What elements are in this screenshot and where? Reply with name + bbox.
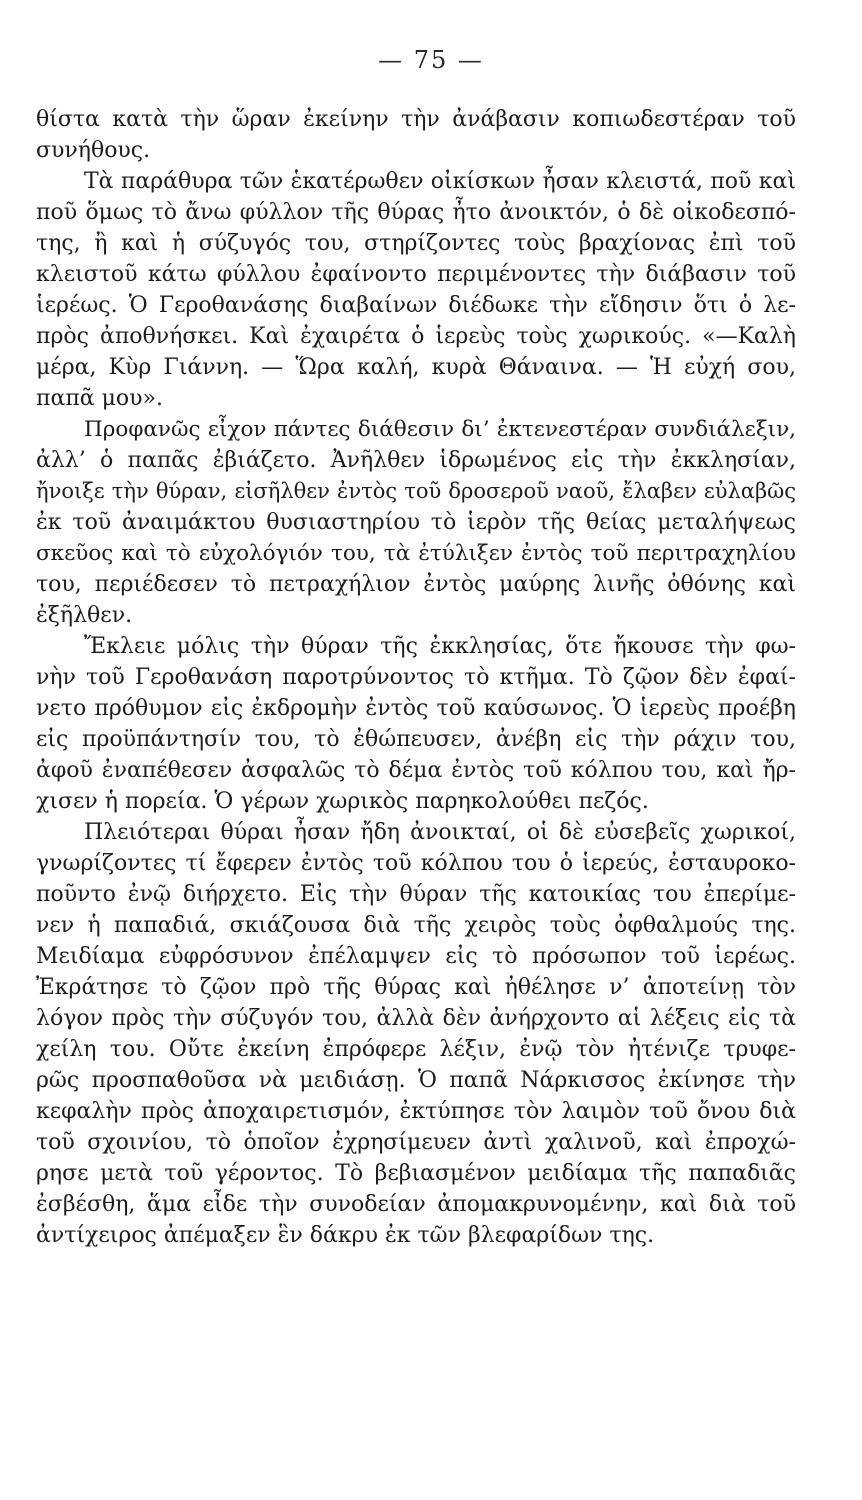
text-line: νετο πρόθυμον εἰς ἐκδρομὴν ἐντὸς τοῦ καύσωνος. Ὁ ἱερεὺς προέβη — [36, 696, 796, 721]
text-line: ρησε μετὰ τοῦ γέροντος. Τὸ βεβιασμένον μειδίαμα τῆς παπαδιᾶς — [36, 1161, 796, 1186]
text-line: κεφαλὴν πρὸς ἀποχαιρετισμόν, ἐκτύπησε τὸν λαιμὸν τοῦ ὄνου διὰ — [36, 1099, 796, 1124]
body-text — [36, 104, 796, 1251]
text-line: εἰς προϋπάντησίν του, τὸ ἐθώπευσεν, ἀνέβη εἰς τὴν ράχιν του, — [36, 727, 796, 752]
text-line: ρῶς προσπαθοῦσα νὰ μειδιάσῃ. Ὁ παπᾶ Νάρκισσος ἐκίνησε τὴν — [36, 1068, 796, 1093]
text-line: θίστα κατὰ τὴν ὥραν ἐκείνην τὴν ἀνάβασιν κοπιωδεστέραν τοῦ — [36, 107, 796, 132]
text-line: ἐκ τοῦ ἀναιμάκτου θυσιαστηρίου τὸ ἱερὸν τῆς θείας μεταλήψεως — [36, 510, 796, 535]
text-line: ἐσβέσθη, ἅμα εἶδε τὴν συνοδείαν ἀπομακρυνομένην, καὶ διὰ τοῦ — [36, 1192, 796, 1217]
text-line: παπᾶ μου». — [36, 386, 163, 411]
text-line: πρὸς ἀποθνήσκει. Καὶ ἐχαιρέτα ὁ ἱερεὺς τοὺς χωρικούς. «—Καλὴ — [36, 324, 796, 349]
text-line: χισεν ἡ πορεία. Ὁ γέρων χωρικὸς παρηκολούθει πεζός. — [36, 789, 649, 814]
text-line: ποῦ ὅμως τὸ ἄνω φύλλον τῆς θύρας ἦτο ἀνοικτόν, ὁ δὲ οἰκοδεσπό- — [36, 200, 796, 225]
text-line: Πλειότεραι θύραι ἦσαν ἤδη ἀνοικταί, οἱ δὲ εὐσεβεῖς χωρικοί, — [84, 820, 796, 845]
page-number: — 75 — — [378, 46, 484, 74]
text-line: ἀλλ’ ὁ παπᾶς ἐβιάζετο. Ἀνῆλθεν ἱδρωμένος εἰς τὴν ἐκκλησίαν, — [36, 448, 796, 473]
text-line: Ἐκράτησε τὸ ζῷον πρὸ τῆς θύρας καὶ ἠθέλησε ν’ ἀποτείνῃ τὸν — [36, 975, 796, 1000]
text-line: συνήθους. — [36, 138, 151, 163]
text-line: νεν ἡ παπαδιά, σκιάζουσα διὰ τῆς χειρὸς τοὺς ὀφθαλμούς της. — [36, 913, 796, 938]
text-line: ἤνοιξε τὴν θύραν, εἰσῆλθεν ἐντὸς τοῦ δροσεροῦ ναοῦ, ἔλαβεν εὐλαβῶς — [36, 479, 796, 503]
text-line: κλειστοῦ κάτω φύλλου ἐφαίνοντο περιμένοντες τὴν διάβασιν τοῦ — [36, 262, 796, 287]
text-line: νὴν τοῦ Γεροθανάση παροτρύνοντος τὸ κτῆμα. Τὸ ζῷον δὲν ἐφαί- — [36, 665, 796, 690]
text-line: ἀφοῦ ἐναπέθεσεν ἀσφαλῶς τὸ δέμα ἐντὸς τοῦ κόλπου του, καὶ ἤρ- — [36, 758, 796, 783]
text-line: σκεῦος καὶ τὸ εὐχολόγιόν του, τὰ ἐτύλιξεν ἐντὸς τοῦ περιτραχηλίου — [36, 541, 796, 566]
text-line: του, περιέδεσεν τὸ πετραχήλιον ἐντὸς μαύρης λινῆς ὀθόνης καὶ — [36, 572, 796, 597]
text-line: μέρα, Κὺρ Γιάννη. — Ὥρα καλή, κυρὰ Θάναινα. — Ἡ εὐχή σου, — [36, 355, 796, 380]
text-line: Προφανῶς εἶχον πάντες διάθεσιν δι’ ἐκτενεστέραν συνδιάλεξιν, — [84, 417, 796, 442]
text-line: Τὰ παράθυρα τῶν ἑκατέρωθεν οἰκίσκων ἦσαν κλειστά, ποῦ καὶ — [84, 169, 796, 194]
text-line: της, ἢ καὶ ἡ σύζυγός του, στηρίζοντες τοὺς βραχίονας ἐπὶ τοῦ — [36, 231, 796, 256]
text-line: γνωρίζοντες τί ἔφερεν ἐντὸς τοῦ κόλπου του ὁ ἱερεύς, ἐσταυροκο- — [36, 851, 796, 876]
text-line: Ἔκλειε μόλις τὴν θύραν τῆς ἐκκλησίας, ὅτε ἤκουσε τὴν φω- — [84, 634, 796, 659]
text-line: ἱερέως. Ὁ Γεροθανάσης διαβαίνων διέδωκε τὴν εἴδησιν ὅτι ὁ λε- — [36, 293, 796, 318]
text-line: ἀντίχειρος ἀπέμαξεν ἓν δάκρυ ἐκ τῶν βλεφαρίδων της. — [36, 1223, 655, 1248]
text-line: Μειδίαμα εὐφρόσυνον ἐπέλαμψεν εἰς τὸ πρόσωπον τοῦ ἱερέως. — [36, 944, 796, 969]
text-line: χείλη του. Οὔτε ἐκείνη ἐπρόφερε λέξιν, ἐνῷ τὸν ἠτένιζε τρυφε- — [36, 1037, 796, 1062]
text-line: ἐξῆλθεν. — [36, 603, 133, 628]
text-line: λόγον πρὸς τὴν σύζυγόν του, ἀλλὰ δὲν ἀνήρχοντο αἱ λέξεις εἰς τὰ — [36, 1006, 796, 1031]
text-line: ποῦντο ἐνῷ διήρχετο. Εἰς τὴν θύραν τῆς κατοικίας του ἐπερίμε- — [36, 882, 796, 907]
text-line: τοῦ σχοινίου, τὸ ὁποῖον ἐχρησίμευεν ἀντὶ χαλινοῦ, καὶ ἐπροχώ- — [36, 1130, 796, 1155]
